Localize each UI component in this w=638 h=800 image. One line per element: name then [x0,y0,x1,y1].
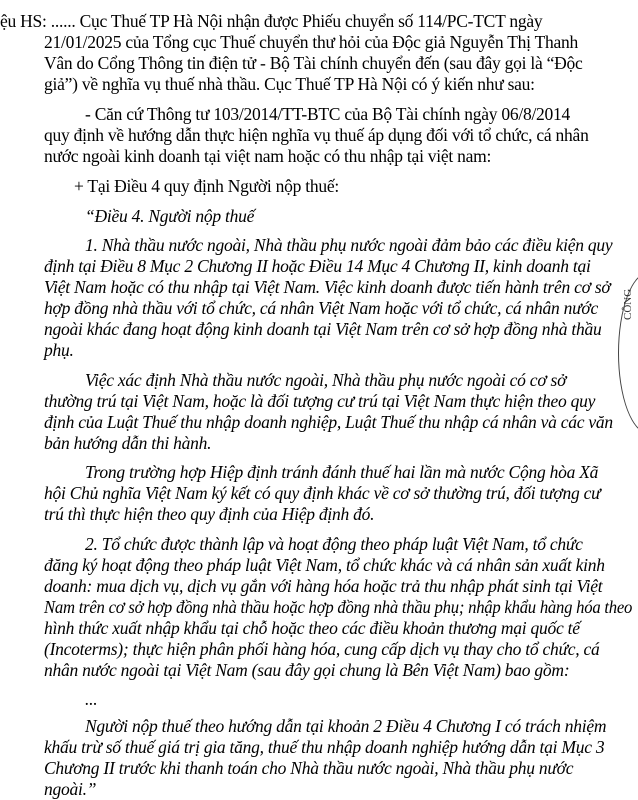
text-line: quy định về hướng dẫn thực hiện nghĩa vụ thuế áp dụng đối với tổ chức, cá nhân [44,125,589,145]
text-line: hợp đồng nhà thầu với tổ chức, cá nhân Việt Nam hoặc với tổ chức, cá nhân nước [44,298,599,318]
text-line: khấu trừ số thuế giá trị gia tăng, thuế thu nhập doanh nghiệp hướng dẫn tại Mục 3 [44,737,605,757]
text-line: Chương II trước khi thanh toán cho Nhà thầu nước ngoài, Nhà thầu phụ nước [44,758,574,778]
text-line: trú thì thực hiện theo quy định của Hiệp định đó. [44,504,375,524]
text-line: Vân do Cổng Thông tin điện tử - Bộ Tài chính chuyển đến (sau đây gọi là “Độc [44,53,583,73]
text-line: nhân nước ngoài tại Việt Nam (sau đây gọi chung là Bên Việt Nam) bao gồm: [44,660,570,680]
text-line: ... [85,689,98,709]
text-line: Nam trên cơ sở hợp đồng nhà thầu hoặc hợp đồng nhà thầu phụ; nhập khẩu hàng hóa theo [44,597,633,617]
text-line: ngoài.” [44,779,97,799]
text-line: (Incoterms); thực hiện phân phối hàng hóa, cung cấp dịch vụ thay cho tổ chức, cá [44,639,600,659]
text-line: định của Luật Thuế thu nhập doanh nghiệp, Luật Thuế thu nhập cá nhân và các văn [44,412,613,432]
text-line: nước ngoài kinh doanh tại việt nam hoặc có thu nhập tại việt nam: [44,146,492,166]
text-line: 2. Tổ chức được thành lập và hoạt động theo pháp luật Việt Nam, tổ chức [85,534,583,554]
text-line: Người nộp thuế theo hướng dẫn tại khoản 2 Điều 4 Chương I có trách nhiệm [85,716,607,736]
text-line: Trong trường hợp Hiệp định tránh đánh thuế hai lần mà nước Cộng hòa Xã [85,462,599,482]
text-line: giả”) về nghĩa vụ thuế nhà thầu. Cục Thuế TP Hà Nội có ý kiến như sau: [44,74,535,94]
text-line: - Căn cứ Thông tư 103/2014/TT-BTC của Bộ Tài chính ngày 06/8/2014 [85,104,571,124]
text-line: bản hướng dẫn thi hành. [44,433,212,453]
stamp-text: CÔNG [622,288,634,320]
text-line: Việc xác định Nhà thầu nước ngoài, Nhà thầu phụ nước ngoài có cơ sở [85,370,567,390]
text-line: “Điều 4. Người nộp thuế [85,206,255,226]
text-line: ệu HS: ...... Cục Thuế TP Hà Nội nhận được Phiếu chuyển số 114/PC-TCT ngày [0,11,543,31]
text-line: hội Chủ nghĩa Việt Nam ký kết có quy định khác về cơ sở thường trú, đối tượng cư [44,483,601,503]
text-line: 1. Nhà thầu nước ngoài, Nhà thầu phụ nước ngoài đảm bảo các điều kiện quy [85,235,613,255]
text-line: doanh: mua dịch vụ, dịch vụ gắn với hàng hóa hoặc trả thu nhập phát sinh tại Việt [44,576,603,596]
text-line: thường trú tại Việt Nam, hoặc là đối tượng cư trú tại Việt Nam thực hiện theo quy [44,391,596,411]
text-line: định tại Điều 8 Mục 2 Chương II hoặc Điều 14 Mục 4 Chương II, kinh doanh tại [44,256,591,276]
text-line: ngoài khác đang hoạt động kinh doanh tại Việt Nam trên cơ sở hợp đồng nhà thầu [44,319,602,339]
text-line: đăng ký hoạt động theo pháp luật Việt Nam, tổ chức khác và cá nhân sản xuất kinh [44,555,605,575]
text-line: 21/01/2025 của Tổng cục Thuế chuyển thư hỏi của Độc giả Nguyễn Thị Thanh [44,32,579,52]
text-line: phụ. [44,340,74,360]
text-line: + Tại Điều 4 quy định Người nộp thuế: [74,176,339,196]
text-line: Việt Nam hoặc có thu nhập tại Việt Nam. Việc kinh doanh được tiến hành trên cơ sở [44,277,611,297]
text-line: hình thức xuất nhập khẩu tại chỗ hoặc theo các điều khoản thương mại quốc tế [44,618,580,638]
